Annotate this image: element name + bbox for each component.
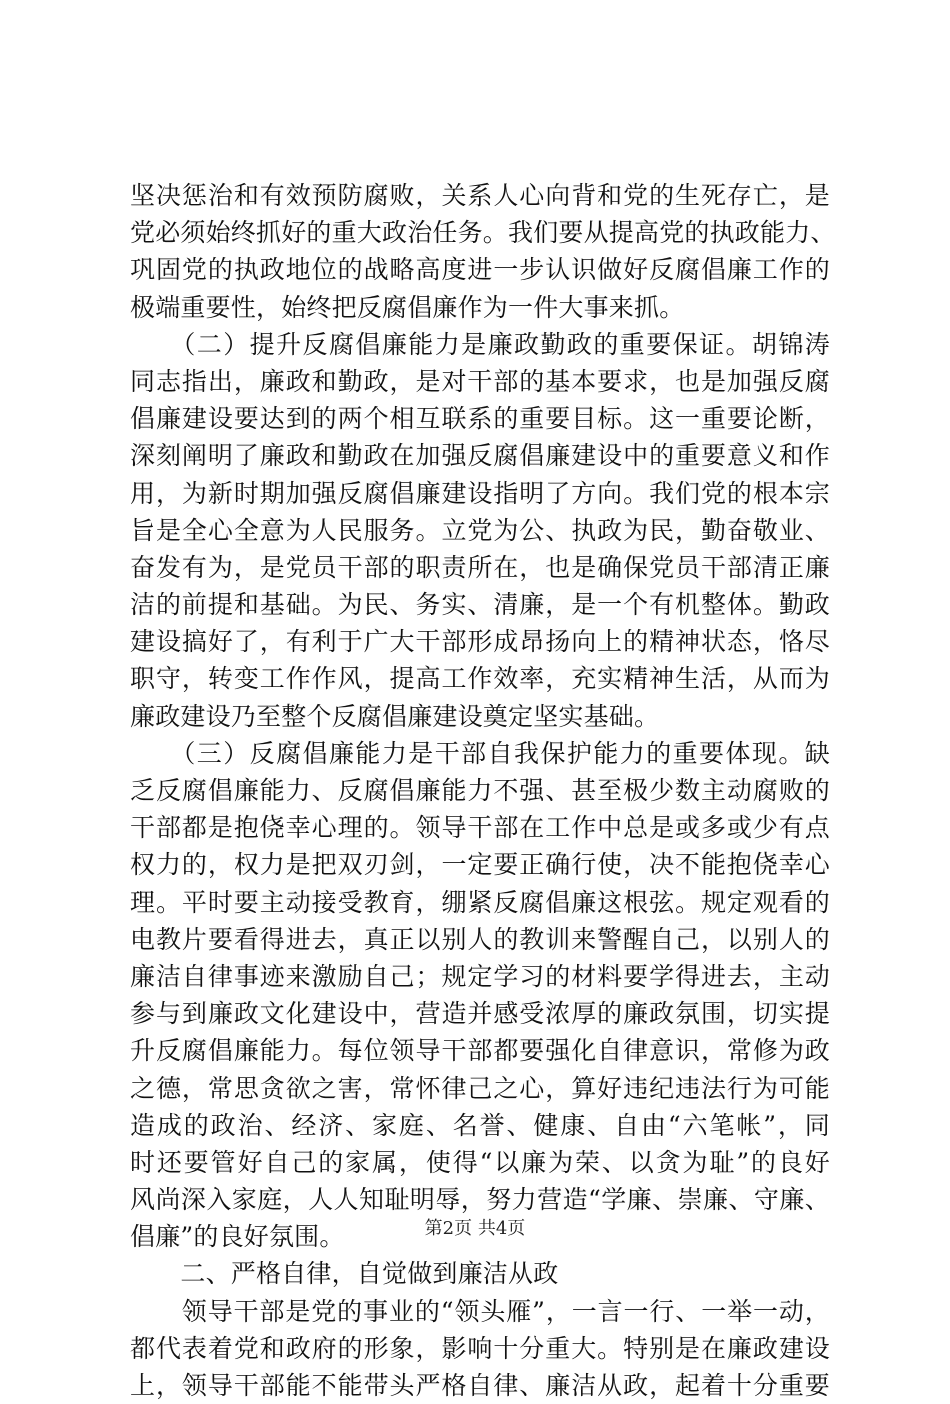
body-line: 深刻阐明了廉政和勤政在加强反腐倡廉建设中的重要意义和作	[130, 441, 830, 471]
body-line: 理。平时要主动接受教育，绷紧反腐倡廉这根弦。规定观看的	[130, 887, 830, 917]
body-line: 廉政建设乃至整个反腐倡廉建设奠定坚实基础。	[130, 701, 660, 731]
body-line: 乏反腐倡廉能力、反腐倡廉能力不强、甚至极少数主动腐败的	[130, 776, 830, 805]
body-line: 倡廉建设要达到的两个相互联系的重要目标。这一重要论断，	[130, 404, 830, 434]
body-line: 极端重要性，始终把反腐倡廉作为一件大事来抓。	[130, 292, 685, 322]
body-line: 同志指出，廉政和勤政，是对干部的基本要求，也是加强反腐	[130, 366, 830, 396]
body-line: 党必须始终抓好的重大政治任务。我们要从提高党的执政能力、	[130, 218, 836, 248]
body-line: 职守，转变工作作风，提高工作效率，充实精神生活，从而为	[130, 664, 830, 694]
body-line: 权力的，权力是把双刃剑，一定要正确行使，决不能抱侥幸心	[130, 850, 830, 880]
body-line: 洁的前提和基础。为民、务实、清廉，是一个有机整体。勤政	[130, 590, 830, 620]
body-line: 干部都是抱侥幸心理的。领导干部在工作中总是或多或少有点	[130, 813, 830, 843]
body-line: 廉洁自律事迹来激励自己；规定学习的材料要学得进去，主动	[130, 961, 830, 991]
body-line: 用，为新时期加强反腐倡廉建设指明了方向。我们党的根本宗	[130, 478, 830, 508]
body-line: 领导干部是党的事业的“领头雁”，一言一行、一举一动，	[130, 1296, 830, 1326]
body-line: 风尚深入家庭，人人知耻明辱，努力营造“学廉、崇廉、守廉、	[130, 1185, 830, 1215]
body-line: 上，领导干部能不能带头严格自律、廉洁从政，起着十分重要	[130, 1371, 830, 1400]
body-line: 电教片要看得进去，真正以别人的教训来警醒自己，以别人的	[130, 924, 830, 954]
section-heading: 二、严格自律，自觉做到廉洁从政	[130, 1259, 559, 1289]
body-line: 巩固党的执政地位的战略高度进一步认识做好反腐倡廉工作的	[130, 255, 830, 285]
body-line: （三）反腐倡廉能力是干部自我保护能力的重要体现。缺	[130, 738, 830, 768]
body-line: 之德，常思贪欲之害，常怀律己之心，算好违纪违法行为可能	[130, 1073, 830, 1103]
body-line: 奋发有为，是党员干部的职责所在，也是确保党员干部清正廉	[130, 552, 830, 582]
body-line: 旨是全心全意为人民服务。立党为公、执政为民，勤奋敬业、	[130, 515, 830, 545]
body-line: 参与到廉政文化建设中，营造并感受浓厚的廉政氛围，切实提	[130, 999, 830, 1029]
body-line: （二）提升反腐倡廉能力是廉政勤政的重要保证。胡锦涛	[130, 329, 830, 359]
body-line: 时还要管好自己的家属，使得“以廉为荣、以贪为耻”的良好	[130, 1147, 830, 1177]
body-line: 造成的政治、经济、家庭、名誉、健康、自由“六笔帐”，同	[130, 1110, 830, 1140]
body-line: 都代表着党和政府的形象，影响十分重大。特别是在廉政建设	[130, 1333, 830, 1363]
body-line: 坚决惩治和有效预防腐败，关系人心向背和党的生死存亡，是	[130, 181, 830, 210]
page-footer: 第2页 共4页	[424, 1218, 526, 1239]
body-line: 倡廉”的良好氛围。	[130, 1222, 345, 1252]
body-line: 建设搞好了，有利于广大干部形成昂扬向上的精神状态，恪尽	[130, 627, 830, 657]
body-line: 升反腐倡廉能力。每位领导干部都要强化自律意识，常修为政	[130, 1036, 830, 1066]
